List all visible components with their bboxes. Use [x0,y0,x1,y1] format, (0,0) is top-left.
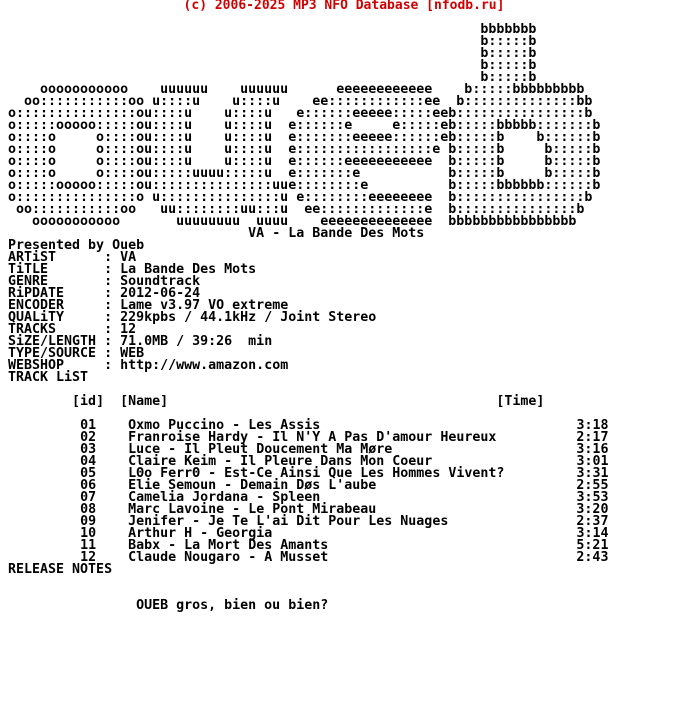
info-label: ARTiST [8,250,57,265]
site-header: (c) 2006-2025 MP3 NFO Database [nfodb.ru] [183,0,505,13]
track-id: 06 [80,478,97,493]
track-time: 2:17 [576,430,609,445]
track-name: Claire Keim - Il Pleure Dans Mon Coeur [128,454,433,469]
col-time-header: [Time] [496,394,545,409]
track-name: Arthur H - Georgia [128,526,273,541]
col-id-header: [id] [72,394,105,409]
info-value: VA [120,250,137,265]
track-id: 01 [80,418,97,433]
track-time: 3:16 [576,442,609,457]
info-value: 2012-06-24 [120,286,201,301]
logo-line: b:::::b [8,46,537,61]
info-label: ENCODER [8,298,65,313]
track-name: Babx - La Mort Des Amants [128,538,329,553]
track-name: Claude Nougaro - A Musset [128,550,329,565]
info-block: ARTiST : VA TiTLE : La Bande Des Mots GENRE : Soundtrack RiPDATE : 2012-06-24 ENCODER : Lame v3.97 VO extreme QUALiTY : 229kpbs / 44.1kHz / Joint Stereo TRACKS : 12 SiZE/LENGTH : 71.0MB / 39:26 min TYPE/SOURCE : WEB WEBSHOP : http://www.amazon.com [8,250,377,373]
track-id: 07 [80,490,97,505]
track-id: 02 [80,430,97,445]
track-name: Luce - Il Pleut Doucement Ma Møre [128,442,393,457]
release-title-block [8,228,608,252]
track-time: 5:21 [576,538,609,553]
track-time: 3:31 [576,466,609,481]
track-id: 10 [80,526,97,541]
logo-line: o:::::ooooo:::::ou:::::::::::::::uue::::::::e b:::::bbbbbb::::::b [8,178,601,193]
info-label: TiTLE [8,262,49,277]
logo-line: o::::o o::::ou::::u u::::u e::::::eeeeeeeeeee b:::::b b:::::b [8,154,601,169]
track-name: Jenifer - Je Te L'ai Dit Pour Les Nuages [128,514,449,529]
logo-line: bbbbbbb [8,22,537,37]
info-label: WEBSHOP [8,358,65,373]
info-value: La Bande Des Mots [120,262,257,277]
col-name-header: [Name] [120,394,169,409]
track-name: Oxmo Puccino - Les Assis [128,418,321,433]
info-value: WEB [120,346,145,361]
track-id: 11 [80,538,97,553]
logo-line: b:::::b [8,58,537,73]
logo-line: b:::::b [8,34,537,49]
track-name: LΘo FerrΘ - Est-Ce Ainsi Que Les Hommes Vivent? [128,466,505,481]
logo-line: ooooooooooo uuuuuu uuuuuu eeeeeeeeeeee b:::::bbbbbbbbb [8,82,585,97]
info-label: GENRE [8,274,49,289]
track-time: 3:20 [576,502,609,517]
track-name: Franroise Hardy - Il N'Y A Pas D'amour Heureux [128,430,497,445]
track-time: 3:01 [576,454,609,469]
release-notes-block [8,564,608,612]
info-label: RiPDATE [8,286,65,301]
logo-line: o:::::ooooo:::::ou::::u u::::u e::::::e e:::::eb:::::bbbbb:::::::b [8,118,601,133]
logo-line: ooooooooooo uuuuuuuu uuuu eeeeeeeeeeeeee bbbbbbbbbbbbbbbb [8,214,577,229]
logo-line: oo:::::::::::oo u::::u u::::u ee::::::::::::ee b::::::::::::::bb [8,94,593,109]
logo-line: b:::::b [8,70,537,85]
info-value: 71.0MB / 39:26 min [120,334,273,349]
info-label: TYPE/SOURCE [8,346,97,361]
track-name: Camelia Jordana - Spleen [128,490,321,505]
info-label: TRACKS [8,322,57,337]
track-time: 2:43 [576,550,609,565]
track-name: Elie Semoun - Demain Døs L'aube [128,478,377,493]
info-value: http://www.amazon.com [120,358,289,373]
info-value: Lame v3.97 VO extreme [120,298,289,313]
track-time: 3:18 [576,418,609,433]
logo-line: o::::o o::::ou::::u u::::u e:::::::::::::::::e b:::::b b:::::b [8,142,601,157]
track-id: 08 [80,502,97,517]
track-id: 12 [80,550,97,565]
logo-line: o::::o o::::ou:::::uuuu:::::u e:::::::e b:::::b b:::::b [8,166,601,181]
info-value: Soundtrack [120,274,201,289]
track-rows [8,418,608,565]
release-notes-heading: RELEASE NOTES [8,562,113,577]
tracklist-block [8,372,608,564]
track-id: 05 [80,466,97,481]
logo-line: oo:::::::::::oo uu::::::::uu:::u ee:::::::::::::e b:::::::::::::::b [8,202,585,217]
logo-line: o:::::::::::::::o u:::::::::::::::u e::::::::eeeeeeee b::::::::::::::::b [8,190,593,205]
release-notes-text: OUEB gros, bien ou bien? [136,598,329,613]
info-label: SiZE/LENGTH [8,334,97,349]
info-value: 12 [120,322,137,337]
track-id: 03 [80,442,97,457]
nfo-document [8,24,608,612]
tracklist-heading: TRACK LiST [8,370,89,385]
info-value: 229kpbs / 44.1kHz / Joint Stereo [120,310,377,325]
track-time: 2:37 [576,514,609,529]
logo-line: o:::::::::::::::ou::::u u::::u e::::::eeeee:::::eeb::::::::::::::::b [8,106,593,121]
presented-by: Presented by Oueb [8,238,145,253]
track-time: 2:55 [576,478,609,493]
track-name: Marc Lavoine - Le Pont Mirabeau [128,502,377,517]
nfo-logo [8,24,608,228]
track-time: 3:53 [576,490,609,505]
track-id: 09 [80,514,97,529]
track-id: 04 [80,454,97,469]
release-title: VA - La Bande Des Mots [248,226,425,241]
logo-line: o::::o o::::ou::::u u::::u e:::::::eeeee::::::eb:::::b b::::::b [8,130,601,145]
info-label: QUALiTY [8,310,65,325]
track-time: 3:14 [576,526,609,541]
